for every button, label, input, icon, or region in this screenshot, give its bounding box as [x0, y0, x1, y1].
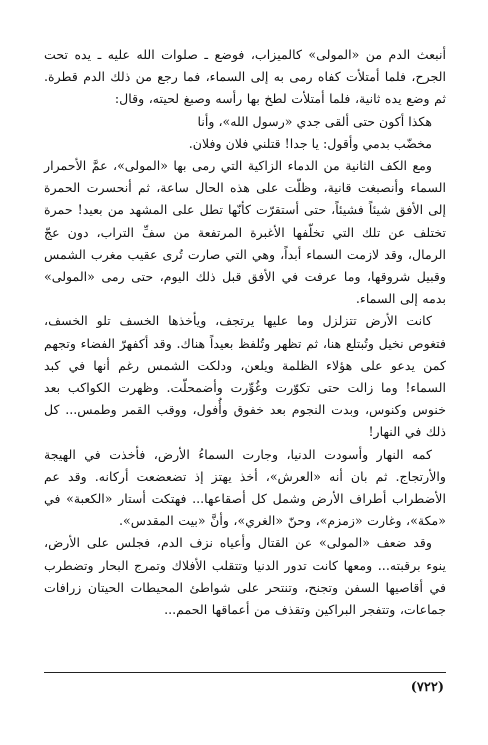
paragraph-2: ومع الكف الثانية من الدماء الزاكية التي رمى بها «المولى»، عمَّ الأحمرار السماء وأنصبغت قانية، وظلّت على هذه الحال ساعة، ثم أنحسرت الحمرة إلى الأفق شيئاً فشيئاً، حتى أستقرّت كأنّها تطل على المشهد من بعيد! حمرة تختلف عن تلك التي تخلّفها الأغبرة المرتفعة من سفِّ التراب، دون عجّ الرمال، وقد لازمت السماء أبداً، وهي التي صارت تُرى عقيب مغرب الشمس وقبيل شروقها، وما عرفت في الأفق قبل ذلك اليوم، حتى رمى «المولى» بدمه إلى السماء.: [44, 158, 446, 307]
verse-line-2: مخضّب بدمي وأقول: يا جدا! قتلني فلان وفلان.: [188, 135, 432, 151]
page-number: (٧٢٢): [410, 680, 444, 695]
page-body: [44, 44, 446, 704]
paragraph-5: وقد ضعف «المولى» عن القتال وأعياه نزف الدم، فجلس على الأرض، ينوء برقبته... ومعها كانت تدور الدنيا وتتقلب الأفلاك وتمرج البحار وتضطرب في أقاصيها السفن وتجنح، وتنتحر على شواطئ المحيطات الحيتان زرافات جماعات، وتتفجر البراكين وتقذف من أعماقها الحمم...: [44, 535, 446, 618]
verse-line-1: هكذا أكون حتى ألقى جدي «رسول الله»، وأنا: [197, 113, 432, 129]
paragraph-4: كمه النهار وأسودت الدنيا، وجارت السماءُ الأرض، فأخذت في الهيجة والأرتجاج. ثم بان أنه «العرش»، أخذ يهتز إذ تضعضعت أركانه. وقد عم الأضطراب أطراف الأرض وشمل كل أصقاعها... فهتكت أستار «الكعبة» في «مكة»، وغارت «زمزم»، وحنّ «الغري»، وأنَّ «بيت المقدس».: [44, 446, 446, 529]
paragraph-1: أنبعث الدم من «المولى» كالميزاب، فوضع ـ صلوات الله عليه ـ يده تحت الجرح، فلما أمتلأت كفاه رمى به إلى السماء، فما رجع من ذلك الدم قطرة. ثم وضع يده ثانية، فلما أمتلأت لطخ بها رأسه وصبغ لحيته، وقال:: [44, 47, 446, 107]
footer-rule: [44, 672, 446, 673]
paragraph-3: كانت الأرض تتزلزل وما عليها يرتجف، ويأخذها الخسف تلو الخسف، فتغوص نخيل وتُبتلع هنا، ثم تظهر وتُلفظ بعيداً هناك. وقد أكفهرّ الفضاء وتجهم كمن يدعو على هؤلاء الظلمة ويلعن، ودلكت الشمس رغم أنها في كبد السماء! وما زالت حتى تكوّرت وغُوِّرت وأضمحلّت. وظهرت الكواكب بعد خنوس وكنوس، وبدت النجوم بعد خفوق وأُفول، ووقب القمر وطمس... كل ذلك في النهار!: [44, 313, 446, 440]
